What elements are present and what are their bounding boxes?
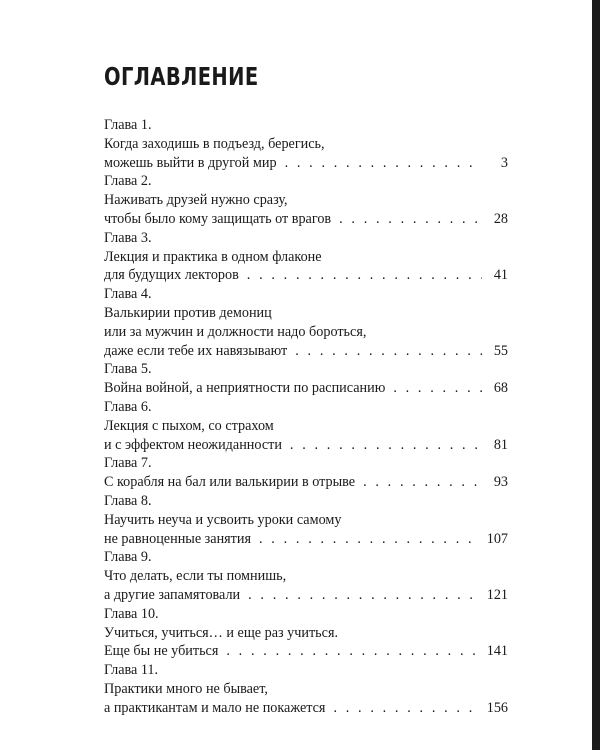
chapter-number [104, 285, 508, 304]
chapter-label: Глава 1. [104, 117, 152, 133]
chapter-number [104, 661, 508, 680]
chapter-label: Глава 3. [104, 229, 152, 246]
dot-leader [285, 154, 482, 173]
chapter-label: Глава 9. [104, 549, 152, 566]
chapter-title-line [104, 248, 508, 267]
chapter-label: Глава 4. [104, 286, 152, 303]
chapter-title-line [104, 191, 508, 210]
chapter-title-last-line [104, 154, 508, 173]
chapter-title-text: не равноценные занятия [104, 530, 252, 547]
dot-leader [247, 266, 482, 285]
toc-entry[interactable] [104, 360, 508, 398]
page-number: 41 [493, 267, 508, 284]
toc-entry[interactable] [104, 116, 508, 172]
chapter-title-line [104, 323, 508, 342]
chapter-title-text: Когда заходишь в подъезд, берегись, [104, 135, 325, 152]
chapter-title-text: Еще бы не убиться [104, 643, 219, 660]
page-edge-shadow [592, 0, 600, 750]
dot-leader [226, 642, 480, 661]
chapter-title-text: Что делать, если ты помнишь, [104, 568, 287, 585]
chapter-number [104, 605, 508, 624]
page-number: 107 [486, 530, 508, 547]
chapter-title-text: а другие запамятовали [104, 586, 241, 603]
chapter-title-line [104, 567, 508, 586]
chapter-title-text: или за мужчин и должности надо бороться, [104, 323, 367, 340]
dot-leader [295, 342, 482, 361]
chapter-title-text: Лекция с пыхом, со страхом [104, 417, 274, 434]
toc-entry[interactable] [104, 229, 508, 285]
chapter-title-text: чтобы было кому защищать от врагов [104, 210, 332, 227]
toc-entry[interactable] [104, 548, 508, 604]
chapter-title-line [104, 624, 508, 643]
dot-leader [333, 699, 480, 718]
chapter-title-text: Валькирии против демониц [104, 304, 272, 321]
dot-leader [339, 210, 482, 229]
chapter-title-last-line [104, 699, 508, 718]
chapter-title-text: Практики много не бывает, [104, 680, 268, 697]
chapter-number [104, 229, 508, 248]
chapter-title-text: Война войной, а неприятности по расписанию [104, 380, 386, 397]
chapter-title-line [104, 680, 508, 699]
chapter-label: Глава 7. [104, 455, 152, 472]
chapter-title-last-line [104, 266, 508, 285]
chapter-label: Глава 11. [104, 662, 159, 679]
table-of-contents [104, 116, 508, 718]
chapter-title-last-line [104, 379, 508, 398]
dot-leader [259, 530, 481, 549]
chapter-number [104, 116, 508, 135]
toc-entry[interactable] [104, 398, 508, 454]
chapter-number [104, 492, 508, 511]
chapter-title-last-line [104, 642, 508, 661]
chapter-title-text: С корабля на бал или валькирии в отрыве [104, 474, 356, 491]
chapter-title-line [104, 304, 508, 323]
toc-entry[interactable] [104, 172, 508, 228]
chapter-number [104, 360, 508, 379]
dot-leader [363, 473, 482, 492]
chapter-label: Глава 5. [104, 361, 152, 378]
toc-entry[interactable] [104, 285, 508, 360]
chapter-title-text: можешь выйти в другой мир [104, 154, 277, 171]
chapter-label: Глава 10. [104, 605, 159, 622]
page-number: 121 [486, 586, 508, 603]
chapter-title-text: Наживать друзей нужно сразу, [104, 192, 288, 209]
page-number: 55 [493, 342, 508, 359]
chapter-number [104, 548, 508, 567]
chapter-label: Глава 8. [104, 492, 152, 509]
page-number: 28 [493, 210, 508, 227]
chapter-title-text: и с эффектом неожиданности [104, 436, 282, 453]
page-number: 81 [493, 436, 508, 453]
toc-entry[interactable] [104, 661, 508, 717]
chapter-title-last-line [104, 473, 508, 492]
chapter-title-last-line [104, 210, 508, 229]
page-number: 156 [486, 699, 508, 716]
dot-leader [290, 436, 482, 455]
chapter-title-last-line [104, 342, 508, 361]
toc-entry[interactable] [104, 605, 508, 661]
chapter-title-text: Лекция и практика в одном флаконе [104, 248, 322, 265]
page-number: 3 [500, 154, 508, 171]
chapter-title-line [104, 417, 508, 436]
chapter-number [104, 454, 508, 473]
page-title: ОГЛАВЛЕНИЕ [104, 62, 259, 91]
chapter-title-text: а практикантам и мало не покажется [104, 699, 326, 716]
chapter-title-last-line [104, 586, 508, 605]
chapter-title-text: даже если тебе их навязывают [104, 342, 288, 359]
chapter-title-last-line [104, 436, 508, 455]
page-number: 141 [486, 643, 508, 660]
chapter-number [104, 172, 508, 191]
page-number: 93 [493, 474, 508, 491]
chapter-label: Глава 6. [104, 398, 152, 415]
chapter-label: Глава 2. [104, 173, 152, 190]
chapter-title-text: для будущих лекторов [104, 267, 239, 284]
chapter-title-last-line [104, 530, 508, 549]
chapter-title-text: Научить неуча и усвоить уроки самому [104, 511, 342, 528]
chapter-title-text: Учиться, учиться… и еще раз учиться. [104, 624, 339, 641]
chapter-number [104, 398, 508, 417]
toc-entry[interactable] [104, 492, 508, 548]
toc-entry[interactable] [104, 454, 508, 492]
chapter-title-line [104, 511, 508, 530]
page-number: 68 [493, 380, 508, 397]
chapter-title-line [104, 135, 508, 154]
dot-leader [393, 379, 482, 398]
dot-leader [248, 586, 481, 605]
